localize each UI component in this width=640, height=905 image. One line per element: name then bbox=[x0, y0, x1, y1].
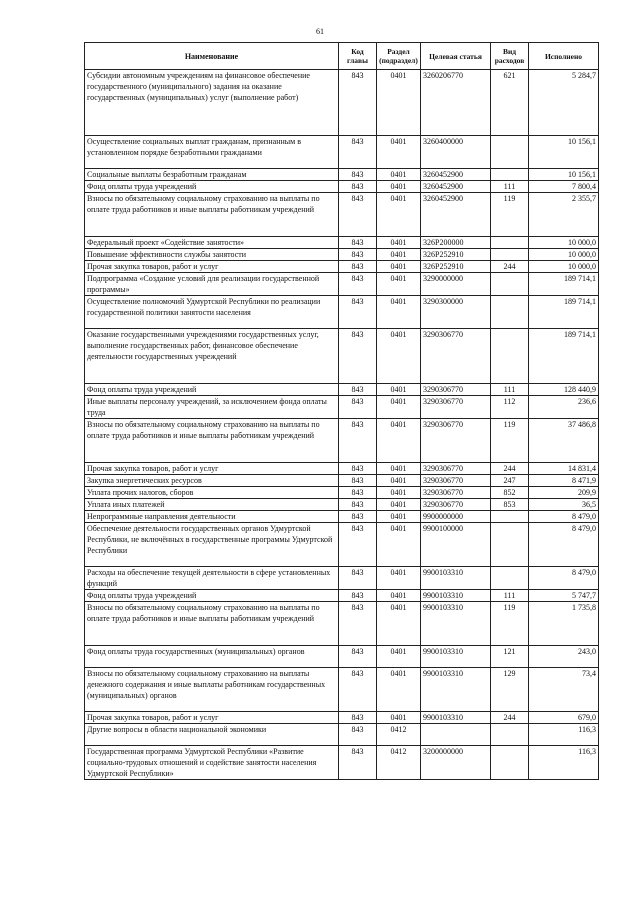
row-executed-cell: 10 000,0 bbox=[529, 237, 599, 249]
table-row bbox=[85, 193, 599, 237]
row-section-cell: 0401 bbox=[377, 70, 421, 136]
row-target-cell: 9900103310 bbox=[421, 646, 491, 668]
row-chapter-cell: 843 bbox=[339, 249, 377, 261]
row-chapter-cell: 843 bbox=[339, 487, 377, 499]
row-name-cell: Закупка энергетических ресурсов bbox=[85, 475, 339, 487]
row-name-cell: Фонд оплаты труда учреждений bbox=[85, 181, 339, 193]
row-name-cell: Иные выплаты персоналу учреждений, за исключением фонда оплаты труда bbox=[85, 396, 339, 419]
row-target-cell: 9900103310 bbox=[421, 590, 491, 602]
row-chapter-cell: 843 bbox=[339, 511, 377, 523]
row-type-cell: 852 bbox=[491, 487, 529, 499]
row-name-cell: Федеральный проект «Содействие занятости» bbox=[85, 237, 339, 249]
row-section-cell: 0401 bbox=[377, 419, 421, 463]
row-target-cell: 3290306770 bbox=[421, 329, 491, 384]
table-row bbox=[85, 475, 599, 487]
table-row bbox=[85, 487, 599, 499]
row-executed-cell: 5 747,7 bbox=[529, 590, 599, 602]
table-row bbox=[85, 237, 599, 249]
page-number: 61 bbox=[316, 27, 324, 36]
row-section-cell: 0401 bbox=[377, 249, 421, 261]
table-row bbox=[85, 169, 599, 181]
row-chapter-cell: 843 bbox=[339, 523, 377, 567]
row-name-cell: Расходы на обеспечение текущей деятельности в сфере установленных функций bbox=[85, 567, 339, 590]
row-target-cell: 9900100000 bbox=[421, 523, 491, 567]
row-section-cell: 0401 bbox=[377, 463, 421, 475]
row-type-cell bbox=[491, 511, 529, 523]
row-section-cell: 0401 bbox=[377, 169, 421, 181]
row-chapter-cell: 843 bbox=[339, 668, 377, 712]
row-type-cell: 112 bbox=[491, 396, 529, 419]
row-chapter-cell: 843 bbox=[339, 396, 377, 419]
row-section-cell: 0401 bbox=[377, 273, 421, 296]
row-target-cell: 3290306770 bbox=[421, 384, 491, 396]
row-executed-cell: 7 800,4 bbox=[529, 181, 599, 193]
header-chapter-code: Код главы bbox=[339, 43, 377, 70]
row-chapter-cell: 843 bbox=[339, 273, 377, 296]
row-section-cell: 0401 bbox=[377, 590, 421, 602]
row-executed-cell: 8 479,0 bbox=[529, 567, 599, 590]
table-row bbox=[85, 70, 599, 136]
header-name: Наименование bbox=[85, 43, 339, 70]
row-section-cell: 0401 bbox=[377, 668, 421, 712]
row-type-cell: 244 bbox=[491, 463, 529, 475]
row-executed-cell: 2 355,7 bbox=[529, 193, 599, 237]
row-chapter-cell: 843 bbox=[339, 419, 377, 463]
row-section-cell: 0401 bbox=[377, 329, 421, 384]
row-executed-cell: 189 714,1 bbox=[529, 329, 599, 384]
row-section-cell: 0401 bbox=[377, 261, 421, 273]
header-target-item: Целевая статья bbox=[421, 43, 491, 70]
row-type-cell: 119 bbox=[491, 193, 529, 237]
row-target-cell: 3260452900 bbox=[421, 193, 491, 237]
row-executed-cell: 73,4 bbox=[529, 668, 599, 712]
row-type-cell: 119 bbox=[491, 419, 529, 463]
row-type-cell: 121 bbox=[491, 646, 529, 668]
table-row bbox=[85, 384, 599, 396]
row-type-cell bbox=[491, 567, 529, 590]
budget-execution-table bbox=[84, 42, 599, 780]
row-chapter-cell: 843 bbox=[339, 193, 377, 237]
row-type-cell bbox=[491, 249, 529, 261]
row-section-cell: 0401 bbox=[377, 602, 421, 646]
row-chapter-cell: 843 bbox=[339, 724, 377, 746]
row-target-cell: 3260206770 bbox=[421, 70, 491, 136]
row-type-cell bbox=[491, 273, 529, 296]
row-chapter-cell: 843 bbox=[339, 475, 377, 487]
row-chapter-cell: 843 bbox=[339, 567, 377, 590]
row-type-cell bbox=[491, 237, 529, 249]
row-type-cell: 111 bbox=[491, 181, 529, 193]
row-chapter-cell: 843 bbox=[339, 136, 377, 169]
table-row bbox=[85, 602, 599, 646]
row-target-cell: 9900103310 bbox=[421, 712, 491, 724]
row-type-cell: 853 bbox=[491, 499, 529, 511]
row-target-cell: 3290306770 bbox=[421, 396, 491, 419]
row-target-cell: 3290306770 bbox=[421, 475, 491, 487]
row-target-cell: 3260452900 bbox=[421, 181, 491, 193]
row-chapter-cell: 843 bbox=[339, 261, 377, 273]
row-type-cell: 244 bbox=[491, 261, 529, 273]
row-name-cell: Другие вопросы в области национальной экономики bbox=[85, 724, 339, 746]
row-target-cell: 3290306770 bbox=[421, 499, 491, 511]
row-name-cell: Прочая закупка товаров, работ и услуг bbox=[85, 712, 339, 724]
row-chapter-cell: 843 bbox=[339, 746, 377, 780]
row-section-cell: 0401 bbox=[377, 567, 421, 590]
row-executed-cell: 189 714,1 bbox=[529, 296, 599, 329]
row-section-cell: 0401 bbox=[377, 237, 421, 249]
row-name-cell: Взносы по обязательному социальному страхованию на выплаты по оплате труда работников и иные выплаты работникам учреждений bbox=[85, 193, 339, 237]
table-row bbox=[85, 249, 599, 261]
row-type-cell: 119 bbox=[491, 602, 529, 646]
row-executed-cell: 10 000,0 bbox=[529, 261, 599, 273]
row-type-cell bbox=[491, 746, 529, 780]
row-target-cell: 326P200000 bbox=[421, 237, 491, 249]
row-target-cell: 3260400000 bbox=[421, 136, 491, 169]
row-target-cell: 3290300000 bbox=[421, 296, 491, 329]
row-name-cell: Осуществление социальных выплат гражданам, признанным в установленном порядке безработными гражданами bbox=[85, 136, 339, 169]
table-row bbox=[85, 396, 599, 419]
row-executed-cell: 116,3 bbox=[529, 724, 599, 746]
row-executed-cell: 679,0 bbox=[529, 712, 599, 724]
table-row bbox=[85, 136, 599, 169]
row-target-cell: 3290306770 bbox=[421, 419, 491, 463]
table-row bbox=[85, 329, 599, 384]
row-name-cell: Обеспечение деятельности государственных органов Удмуртской Республики, не включённых в государственные программы Удмуртской Республики bbox=[85, 523, 339, 567]
table-row bbox=[85, 668, 599, 712]
table-row bbox=[85, 511, 599, 523]
row-executed-cell: 37 486,8 bbox=[529, 419, 599, 463]
table-row bbox=[85, 463, 599, 475]
table-row bbox=[85, 419, 599, 463]
row-type-cell bbox=[491, 523, 529, 567]
row-section-cell: 0401 bbox=[377, 511, 421, 523]
row-section-cell: 0401 bbox=[377, 384, 421, 396]
row-chapter-cell: 843 bbox=[339, 70, 377, 136]
row-executed-cell: 10 000,0 bbox=[529, 249, 599, 261]
row-type-cell: 247 bbox=[491, 475, 529, 487]
row-target-cell: 3290306770 bbox=[421, 487, 491, 499]
row-name-cell: Повышение эффективности службы занятости bbox=[85, 249, 339, 261]
table-row bbox=[85, 273, 599, 296]
row-executed-cell: 116,3 bbox=[529, 746, 599, 780]
table-row bbox=[85, 261, 599, 273]
row-target-cell: 3290306770 bbox=[421, 463, 491, 475]
table-row bbox=[85, 746, 599, 780]
row-executed-cell: 8 471,9 bbox=[529, 475, 599, 487]
row-type-cell bbox=[491, 136, 529, 169]
header-executed: Исполнено bbox=[529, 43, 599, 70]
row-executed-cell: 209,9 bbox=[529, 487, 599, 499]
row-target-cell bbox=[421, 724, 491, 746]
row-target-cell: 3200000000 bbox=[421, 746, 491, 780]
row-name-cell: Оказание государственными учреждениями государственных услуг, выполнение государственных работ, финансовое обеспечение деятельности государственных учреждений bbox=[85, 329, 339, 384]
row-executed-cell: 5 284,7 bbox=[529, 70, 599, 136]
row-section-cell: 0401 bbox=[377, 475, 421, 487]
row-name-cell: Прочая закупка товаров, работ и услуг bbox=[85, 261, 339, 273]
row-section-cell: 0401 bbox=[377, 646, 421, 668]
row-chapter-cell: 843 bbox=[339, 712, 377, 724]
table-row bbox=[85, 523, 599, 567]
table-row bbox=[85, 567, 599, 590]
row-name-cell: Уплата прочих налогов, сборов bbox=[85, 487, 339, 499]
row-section-cell: 0401 bbox=[377, 181, 421, 193]
row-executed-cell: 10 156,1 bbox=[529, 169, 599, 181]
row-section-cell: 0401 bbox=[377, 296, 421, 329]
row-type-cell: 244 bbox=[491, 712, 529, 724]
row-name-cell: Фонд оплаты труда учреждений bbox=[85, 590, 339, 602]
row-target-cell: 326P252910 bbox=[421, 261, 491, 273]
row-name-cell: Взносы по обязательному социальному страхованию на выплаты денежного содержания и иные выплаты работникам государственных (муниципальных) органов bbox=[85, 668, 339, 712]
table-body bbox=[85, 70, 599, 780]
row-target-cell: 9900000000 bbox=[421, 511, 491, 523]
table-row bbox=[85, 712, 599, 724]
row-executed-cell: 36,5 bbox=[529, 499, 599, 511]
row-chapter-cell: 843 bbox=[339, 499, 377, 511]
row-chapter-cell: 843 bbox=[339, 329, 377, 384]
row-name-cell: Социальные выплаты безработным гражданам bbox=[85, 169, 339, 181]
row-section-cell: 0412 bbox=[377, 746, 421, 780]
row-type-cell bbox=[491, 296, 529, 329]
row-executed-cell: 243,0 bbox=[529, 646, 599, 668]
row-name-cell: Взносы по обязательному социальному страхованию на выплаты по оплате труда работников и иные выплаты работникам учреждений bbox=[85, 419, 339, 463]
row-name-cell: Уплата иных платежей bbox=[85, 499, 339, 511]
row-name-cell: Субсидии автономным учреждениям на финансовое обеспечение государственного (муниципального) задания на оказание государственных (муниципальных) услуг (выполнение работ) bbox=[85, 70, 339, 136]
header-expense-type: Вид расходов bbox=[491, 43, 529, 70]
row-section-cell: 0401 bbox=[377, 499, 421, 511]
row-type-cell: 621 bbox=[491, 70, 529, 136]
table-row bbox=[85, 724, 599, 746]
table-row bbox=[85, 646, 599, 668]
row-chapter-cell: 843 bbox=[339, 463, 377, 475]
row-name-cell: Осуществление полномочий Удмуртской Республики по реализации государственной политики занятости населения bbox=[85, 296, 339, 329]
row-target-cell: 9900103310 bbox=[421, 668, 491, 712]
row-executed-cell: 1 735,8 bbox=[529, 602, 599, 646]
row-section-cell: 0401 bbox=[377, 487, 421, 499]
row-section-cell: 0401 bbox=[377, 193, 421, 237]
row-executed-cell: 14 831,4 bbox=[529, 463, 599, 475]
row-type-cell bbox=[491, 169, 529, 181]
row-executed-cell: 189 714,1 bbox=[529, 273, 599, 296]
row-chapter-cell: 843 bbox=[339, 590, 377, 602]
row-chapter-cell: 843 bbox=[339, 602, 377, 646]
row-section-cell: 0412 bbox=[377, 724, 421, 746]
row-executed-cell: 236,6 bbox=[529, 396, 599, 419]
row-target-cell: 3260452900 bbox=[421, 169, 491, 181]
table-header-row bbox=[85, 43, 599, 70]
row-name-cell: Взносы по обязательному социальному страхованию на выплаты по оплате труда работников и иные выплаты работникам учреждений bbox=[85, 602, 339, 646]
row-type-cell bbox=[491, 329, 529, 384]
row-name-cell: Подпрограмма «Создание условий для реализации государственной программы» bbox=[85, 273, 339, 296]
row-chapter-cell: 843 bbox=[339, 296, 377, 329]
row-name-cell: Непрограммные направления деятельности bbox=[85, 511, 339, 523]
row-chapter-cell: 843 bbox=[339, 646, 377, 668]
header-section: Раздел (подраздел) bbox=[377, 43, 421, 70]
row-section-cell: 0401 bbox=[377, 396, 421, 419]
row-chapter-cell: 843 bbox=[339, 169, 377, 181]
row-executed-cell: 128 440,9 bbox=[529, 384, 599, 396]
table-row bbox=[85, 499, 599, 511]
row-target-cell: 3290000000 bbox=[421, 273, 491, 296]
row-type-cell: 111 bbox=[491, 590, 529, 602]
row-chapter-cell: 843 bbox=[339, 181, 377, 193]
row-section-cell: 0401 bbox=[377, 712, 421, 724]
table-row bbox=[85, 590, 599, 602]
row-type-cell bbox=[491, 724, 529, 746]
row-name-cell: Прочая закупка товаров, работ и услуг bbox=[85, 463, 339, 475]
row-section-cell: 0401 bbox=[377, 136, 421, 169]
row-section-cell: 0401 bbox=[377, 523, 421, 567]
row-executed-cell: 10 156,1 bbox=[529, 136, 599, 169]
row-name-cell: Фонд оплаты труда государственных (муниципальных) органов bbox=[85, 646, 339, 668]
row-name-cell: Государственная программа Удмуртской Республики «Развитие социально-трудовых отношений и содействие занятости населения Удмуртской Республики» bbox=[85, 746, 339, 780]
table-row bbox=[85, 296, 599, 329]
row-target-cell: 9900103310 bbox=[421, 567, 491, 590]
row-chapter-cell: 843 bbox=[339, 384, 377, 396]
row-target-cell: 326P252910 bbox=[421, 249, 491, 261]
row-type-cell: 111 bbox=[491, 384, 529, 396]
row-type-cell: 129 bbox=[491, 668, 529, 712]
row-name-cell: Фонд оплаты труда учреждений bbox=[85, 384, 339, 396]
row-chapter-cell: 843 bbox=[339, 237, 377, 249]
row-executed-cell: 8 479,0 bbox=[529, 511, 599, 523]
row-executed-cell: 8 479,0 bbox=[529, 523, 599, 567]
table-row bbox=[85, 181, 599, 193]
row-target-cell: 9900103310 bbox=[421, 602, 491, 646]
